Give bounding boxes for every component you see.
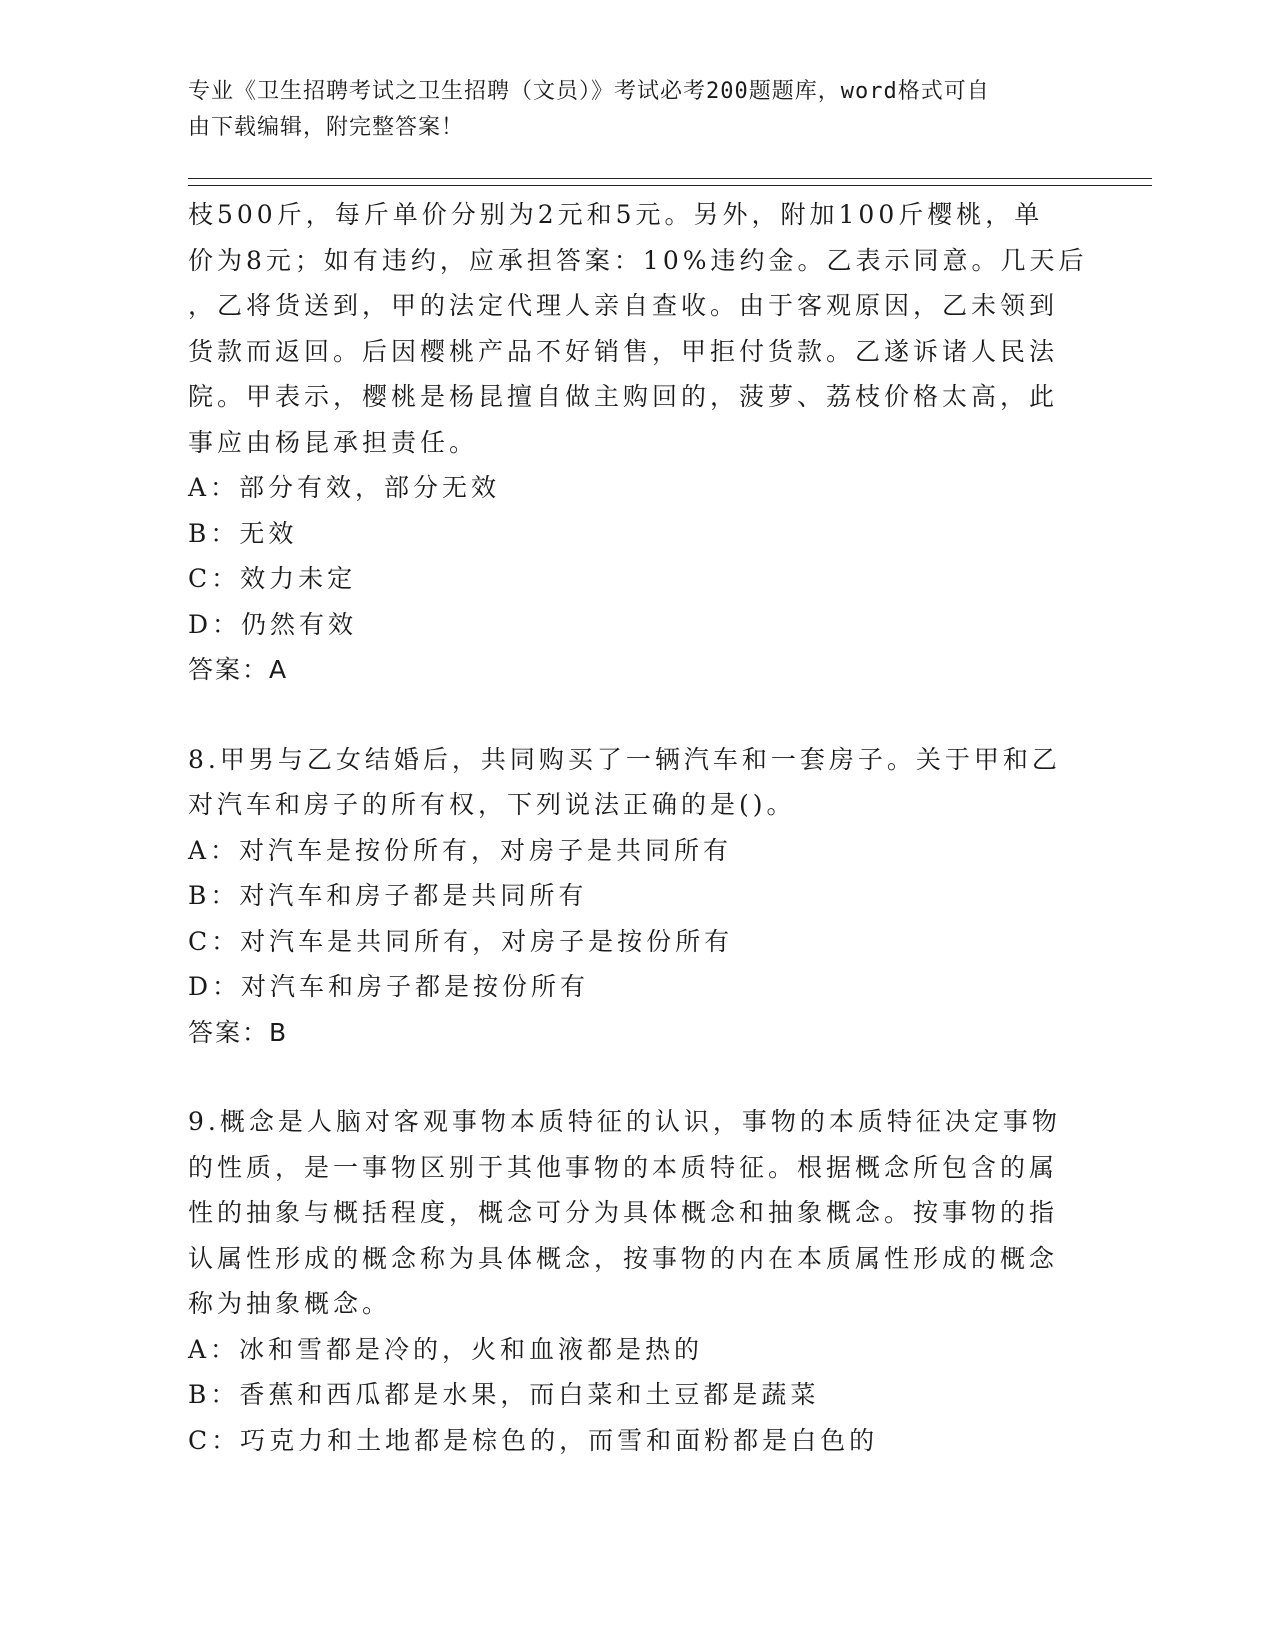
option-b: B：无效 — [188, 518, 298, 548]
option-c: C：效力未定 — [188, 564, 357, 593]
header-line-2: 由下载编辑，附完整答案！ — [188, 115, 465, 140]
question-9 — [188, 1099, 1088, 1463]
page-header — [188, 74, 1068, 146]
option-a: A：对汽车是按份所有，对房子是共同所有 — [188, 835, 733, 865]
question-text-line: 认属性形成的概念称为具体概念，按事物的内在本质属性形成的概念 — [188, 1243, 1059, 1273]
question-text-line: 称为抽象概念。 — [188, 1289, 392, 1318]
question-text-line: 货款而返回。后因樱桃产品不好销售，甲拒付货款。乙遂诉诸人民法 — [188, 336, 1059, 366]
option-c: C：巧克力和土地都是棕色的，而雪和面粉都是白色的 — [188, 1425, 879, 1455]
question-spacer — [188, 693, 1088, 737]
question-text-line: ，乙将货送到，甲的法定代理人亲自查收。由于客观原因，乙未领到 — [188, 291, 1059, 320]
question-text-line: 价为8元；如有违约，应承担答案：10%违约金。乙表示同意。几天后 — [188, 245, 1088, 275]
header-divider — [188, 178, 1152, 186]
question-8 — [188, 737, 1088, 1056]
question-text-line: 枝500斤，每斤单价分别为2元和5元。另外，附加100斤樱桃，单 — [188, 200, 1044, 229]
option-a: A：冰和雪都是冷的，火和血液都是热的 — [188, 1334, 704, 1364]
option-b: B：对汽车和房子都是共同所有 — [188, 881, 588, 910]
question-text-line: 院。甲表示，樱桃是杨昆擅自做主购回的，菠萝、荔枝价格太高，此 — [188, 382, 1059, 411]
answer-label: 答案：B — [188, 1017, 289, 1047]
header-line-1: 专业《卫生招聘考试之卫生招聘（文员）》考试必考200题题库，word格式可自 — [188, 79, 990, 104]
option-d: D：仍然有效 — [188, 609, 358, 639]
answer-label: 答案：A — [188, 655, 289, 684]
option-c: C：对汽车是共同所有，对房子是按份所有 — [188, 926, 734, 956]
option-d: D：对汽车和房子都是按份所有 — [188, 972, 590, 1001]
option-a: A：部分有效，部分无效 — [188, 473, 501, 502]
option-b: B：香蕉和西瓜都是水果，而白菜和土豆都是蔬菜 — [188, 1380, 820, 1409]
question-text-line: 9.概念是人脑对客观事物本质特征的认识，事物的本质特征决定事物 — [188, 1107, 1061, 1136]
document-body — [188, 192, 1088, 1463]
question-text-line: 8.甲男与乙女结婚后，共同购买了一辆汽车和一套房子。关于甲和乙 — [188, 744, 1061, 774]
question-7 — [188, 192, 1088, 693]
question-spacer — [188, 1055, 1088, 1099]
question-text-line: 性的抽象与概括程度，概念可分为具体概念和抽象概念。按事物的指 — [188, 1198, 1059, 1227]
question-text-line: 事应由杨昆承担责任。 — [188, 427, 479, 457]
question-text-line: 对汽车和房子的所有权，下列说法正确的是()。 — [188, 790, 796, 819]
question-text-line: 的性质，是一事物区别于其他事物的本质特征。根据概念所包含的属 — [188, 1152, 1059, 1182]
